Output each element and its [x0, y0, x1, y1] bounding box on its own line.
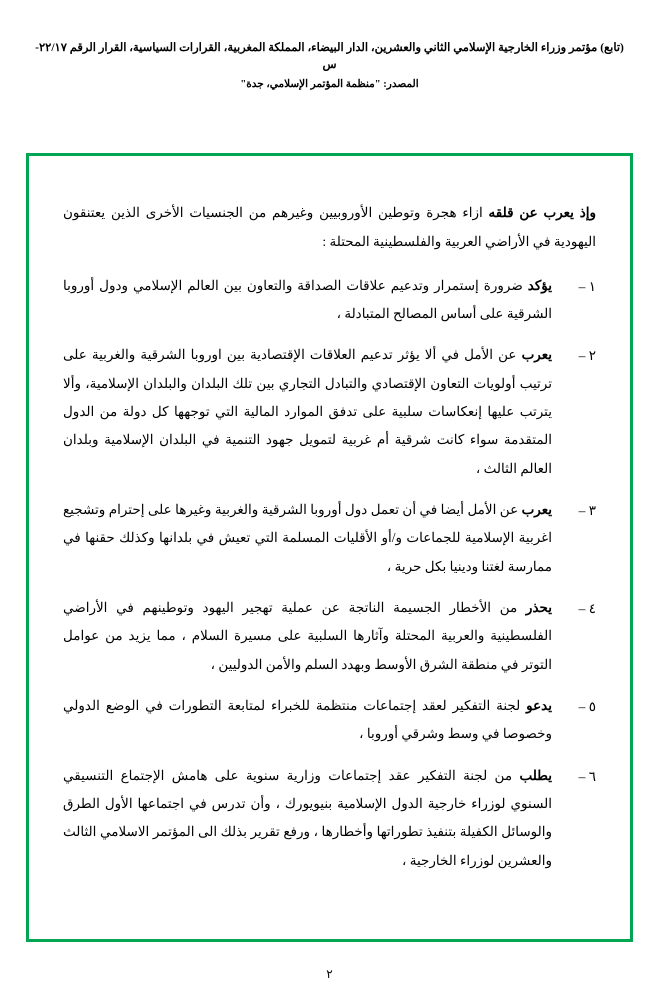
preamble-paragraph: [63, 198, 596, 256]
clause-number: ١ –: [578, 278, 596, 294]
clause-number: ٤ –: [578, 600, 596, 616]
clause-number: ٥ –: [578, 699, 596, 714]
green-border-frame: [26, 153, 633, 942]
clause-number: ٦ –: [578, 768, 596, 784]
clause-content: عن الأمل في ألا يؤثر تدعيم العلاقات الإقتصادية بين اوروبا الشرقية والغربية على ترتيب أولويات التعاون الإقتصادي والتبادل التجاري بين تلك البلدان والبلدان الإسلامية، وألا يترتب عليها إنعكاسات سلبية على تدفق الموارد المالية التي توجهها كل دولة من الدول المتقدمة سواء كانت شرقية أم غربية لتمويل جهود التنمية في البلدان الإسلامية وبلدان العالم الثالث ،: [63, 347, 552, 476]
clause-list: [63, 272, 596, 876]
header-source-line: المصدر: "منظمة المؤتمر الإسلامي، جدة": [240, 78, 419, 90]
clause-lead: يحذر: [525, 599, 552, 615]
preamble-text: ازاء هجرة وتوطين الأوروبيين وغيرهم من الجنسيات الأخرى الذين يعتنقون اليهودية في الأراضي العربية والفلسطينية المحتلة :: [63, 204, 596, 249]
clause-body: [63, 594, 552, 679]
clause-lead: يدعو: [526, 698, 552, 713]
clause-body: [63, 762, 552, 875]
clause-body: [63, 341, 552, 483]
clause-item: [63, 762, 596, 875]
clause-item: [63, 341, 596, 483]
clause-body: [63, 692, 552, 749]
clause-lead: يؤكد: [527, 277, 552, 293]
clause-item: [63, 594, 596, 679]
header-title-line: (تابع) مؤتمر وزراء الخارجية الإسلامي الثاني والعشرين، الدار البيضاء، المملكة المغربية، القرارات السياسية، القرار الرقم ٢٢/١٧-س: [35, 42, 624, 72]
preamble-lead: وإذ يعرب عن قلقه: [488, 204, 596, 220]
clause-content: عن الأمل أيضا في أن تعمل دول أوروبا الشرقية والغربية وغيرها على إحترام وتشجيع اغربية الإسلامية للجماعات و/أو الأقليات المسلمة التي تعيش في بلدانها وكذلك حقنها في ممارسة لغتنا ودينيا بكل حرية ،: [63, 501, 552, 574]
clause-content: من الأخطار الجسيمة الناتجة عن عملية تهجير اليهود وتوطينهم في الأراضي الفلسطينية والعربية المحتلة وآثارها السلبية على مسيرة السلام ، مما يزيد من عوامل التوتر في منطقة الشرق الأوسط وبهدد السلم والأمن الدوليين ،: [63, 599, 552, 672]
document-page: [0, 40, 659, 1004]
clause-item: [63, 496, 596, 581]
page-number: ٢: [326, 967, 333, 981]
document-header: [0, 40, 659, 90]
clause-body: [63, 496, 552, 581]
clause-item: [63, 272, 596, 329]
clause-body: [63, 272, 552, 329]
clause-content: من لجنة التفكير عقد إجتماعات وزارية سنوية على هامش الإجتماع التنسيقي السنوي لوزراء خارجية الدول الإسلامية بنيويورك ، وأن تدرس في اجتماعها الأول الطرق والوسائل الكفيلة بتنفيذ تطوراتها وأخطارها ، ورفع تقرير بذلك الى المؤتمر الاسلامي الثالث والعشرين لوزراء الخارجية ،: [63, 767, 552, 868]
clause-item: [63, 692, 596, 749]
clause-number: ٢ –: [578, 348, 596, 364]
clause-content: ضرورة إستمرار وتدعيم علاقات الصداقة والتعاون بين العالم الإسلامي ودول أوروبا الشرقية على أساس المصالح المتبادلة ،: [63, 277, 552, 321]
clause-lead: يعرب: [521, 501, 552, 517]
document-body: [29, 156, 630, 908]
clause-lead: يطلب: [519, 767, 552, 783]
clause-number: ٣ –: [578, 502, 596, 518]
clause-content: لجنة التفكير لعقد إجتماعات منتظمة للخبراء لمتابعة التطورات في الوضع الدولي وخصوصا في وسط وشرقي أوروبا ،: [63, 698, 552, 742]
clause-lead: يعرب: [521, 347, 552, 363]
